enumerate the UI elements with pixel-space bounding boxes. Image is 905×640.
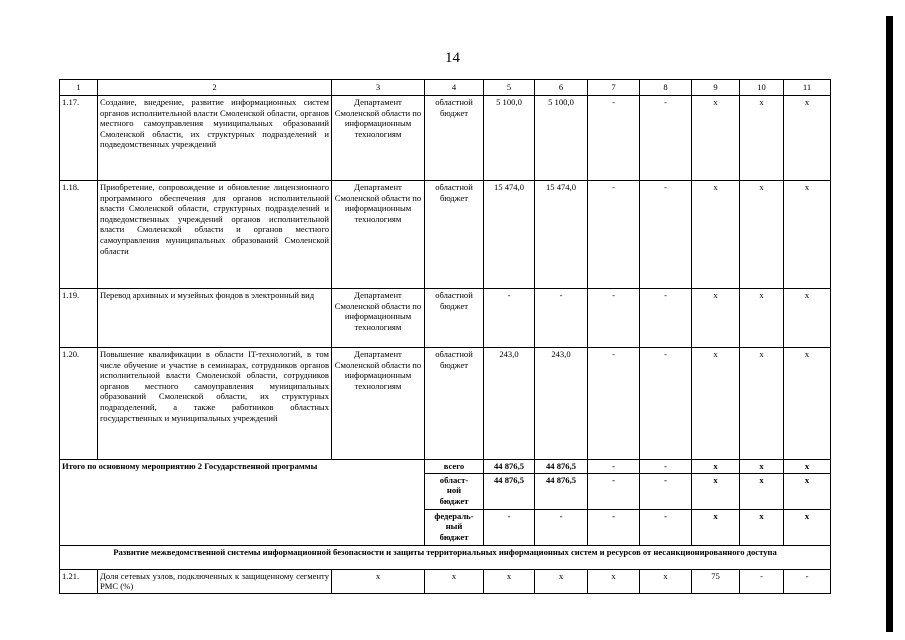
column-header: 6 bbox=[535, 80, 588, 96]
column-header: 7 bbox=[588, 80, 640, 96]
department: Департамент Смоленской области по информационным технологиям bbox=[332, 181, 425, 289]
table-row bbox=[60, 96, 831, 181]
total-value: x bbox=[692, 473, 740, 509]
cell-value: x bbox=[692, 96, 740, 181]
scan-edge-bar bbox=[886, 16, 893, 632]
total-value: x bbox=[784, 509, 831, 545]
activity-name: Доля сетевых узлов, подключенных к защищенному сегменту РМС (%) bbox=[98, 569, 332, 593]
funding-source: областной бюджет bbox=[425, 289, 484, 348]
total-source: федераль- ный бюджет bbox=[425, 509, 484, 545]
funding-source: областной бюджет bbox=[425, 96, 484, 181]
cell-value: x bbox=[588, 569, 640, 593]
funding-source: x bbox=[425, 569, 484, 593]
total-label: Итого по основному мероприятию 2 Государственной программы bbox=[60, 460, 425, 546]
cell-value: 243,0 bbox=[535, 348, 588, 460]
cell-value: - bbox=[588, 289, 640, 348]
cell-value: 5 100,0 bbox=[535, 96, 588, 181]
cell-value: x bbox=[740, 181, 784, 289]
column-header: 8 bbox=[640, 80, 692, 96]
department: x bbox=[332, 569, 425, 593]
column-header: 9 bbox=[692, 80, 740, 96]
table-row bbox=[60, 289, 831, 348]
funding-source: областной бюджет bbox=[425, 181, 484, 289]
total-value: - bbox=[640, 509, 692, 545]
cell-value: - bbox=[640, 96, 692, 181]
row-number: 1.21. bbox=[60, 569, 98, 593]
cell-value: x bbox=[535, 569, 588, 593]
cell-value: - bbox=[588, 181, 640, 289]
column-header: 4 bbox=[425, 80, 484, 96]
cell-value: x bbox=[692, 289, 740, 348]
total-value: 44 876,5 bbox=[535, 473, 588, 509]
cell-value: x bbox=[640, 569, 692, 593]
activity-name: Создание, внедрение, развитие информационных систем органов исполнительной власти Смоленской области, органов местного самоуправления муниципальных образований Смоленской области, их структурных подразделений и подведомственных учреждений bbox=[98, 96, 332, 181]
table-row bbox=[60, 181, 831, 289]
total-value: x bbox=[740, 509, 784, 545]
cell-value: x bbox=[740, 348, 784, 460]
total-value: - bbox=[640, 473, 692, 509]
funding-source: областной бюджет bbox=[425, 348, 484, 460]
activity-name: Приобретение, сопровождение и обновление лицензионного программного обеспечения для органов исполнительной власти Смоленской области, структурных подразделений и подведомственных учреждений органов исполнительной власти Смоленской области и органов местного самоуправления муниципальных образований Смоленской области bbox=[98, 181, 332, 289]
column-header: 2 bbox=[98, 80, 332, 96]
row-number: 1.20. bbox=[60, 348, 98, 460]
total-value: - bbox=[484, 509, 535, 545]
total-value: - bbox=[535, 509, 588, 545]
column-header: 11 bbox=[784, 80, 831, 96]
total-value: - bbox=[588, 473, 640, 509]
cell-value: 15 474,0 bbox=[535, 181, 588, 289]
cell-value: 75 bbox=[692, 569, 740, 593]
department: Департамент Смоленской области по информационным технологиям bbox=[332, 96, 425, 181]
row-number: 1.19. bbox=[60, 289, 98, 348]
cell-value: x bbox=[784, 289, 831, 348]
budget-table bbox=[59, 79, 831, 594]
total-value: x bbox=[784, 473, 831, 509]
row-number: 1.17. bbox=[60, 96, 98, 181]
cell-value: x bbox=[692, 348, 740, 460]
total-value: 44 876,5 bbox=[484, 473, 535, 509]
total-value: 44 876,5 bbox=[535, 460, 588, 474]
cell-value: - bbox=[484, 289, 535, 348]
column-header: 5 bbox=[484, 80, 535, 96]
department: Департамент Смоленской области по информационным технологиям bbox=[332, 348, 425, 460]
total-source: всего bbox=[425, 460, 484, 474]
cell-value: - bbox=[588, 96, 640, 181]
total-value: x bbox=[740, 460, 784, 474]
cell-value: - bbox=[640, 348, 692, 460]
column-header: 1 bbox=[60, 80, 98, 96]
cell-value: x bbox=[784, 96, 831, 181]
page-number: 14 bbox=[445, 50, 460, 66]
total-value: x bbox=[740, 473, 784, 509]
total-value: x bbox=[784, 460, 831, 474]
cell-value: 243,0 bbox=[484, 348, 535, 460]
cell-value: - bbox=[640, 181, 692, 289]
cell-value: - bbox=[535, 289, 588, 348]
department: Департамент Смоленской области по информационным технологиям bbox=[332, 289, 425, 348]
cell-value: x bbox=[784, 348, 831, 460]
column-header: 10 bbox=[740, 80, 784, 96]
cell-value: 15 474,0 bbox=[484, 181, 535, 289]
cell-value: - bbox=[784, 569, 831, 593]
total-source: област- ной бюджет bbox=[425, 473, 484, 509]
table-row bbox=[60, 569, 831, 593]
cell-value: x bbox=[740, 96, 784, 181]
column-header: 3 bbox=[332, 80, 425, 96]
cell-value: x bbox=[484, 569, 535, 593]
cell-value: x bbox=[740, 289, 784, 348]
cell-value: - bbox=[588, 348, 640, 460]
cell-value: - bbox=[640, 289, 692, 348]
cell-value: x bbox=[784, 181, 831, 289]
activity-name: Повышение квалификации в области IT-технологий, в том числе обучение и участие в семинарах, сотрудников органов исполнительной власти Смоленской области, сотрудников органов местного самоуправления муниципальных образований Смоленской области, их структурных подразделений, а также работников областных государственных и муниципальных учреждений bbox=[98, 348, 332, 460]
activity-name: Перевод архивных и музейных фондов в электронный вид bbox=[98, 289, 332, 348]
section-row bbox=[60, 545, 831, 569]
row-number: 1.18. bbox=[60, 181, 98, 289]
total-value: x bbox=[692, 460, 740, 474]
total-value: - bbox=[640, 460, 692, 474]
total-value: 44 876,5 bbox=[484, 460, 535, 474]
cell-value: x bbox=[692, 181, 740, 289]
total-value: - bbox=[588, 509, 640, 545]
total-value: x bbox=[692, 509, 740, 545]
column-header-row bbox=[60, 80, 831, 96]
cell-value: 5 100,0 bbox=[484, 96, 535, 181]
total-value: - bbox=[588, 460, 640, 474]
cell-value: - bbox=[740, 569, 784, 593]
total-row bbox=[60, 460, 831, 474]
section-title: Развитие межведомственной системы информационной безопасности и защиты территориальных информационных систем и ресурсов от несанкционированного доступа bbox=[60, 545, 831, 569]
table-row bbox=[60, 348, 831, 460]
